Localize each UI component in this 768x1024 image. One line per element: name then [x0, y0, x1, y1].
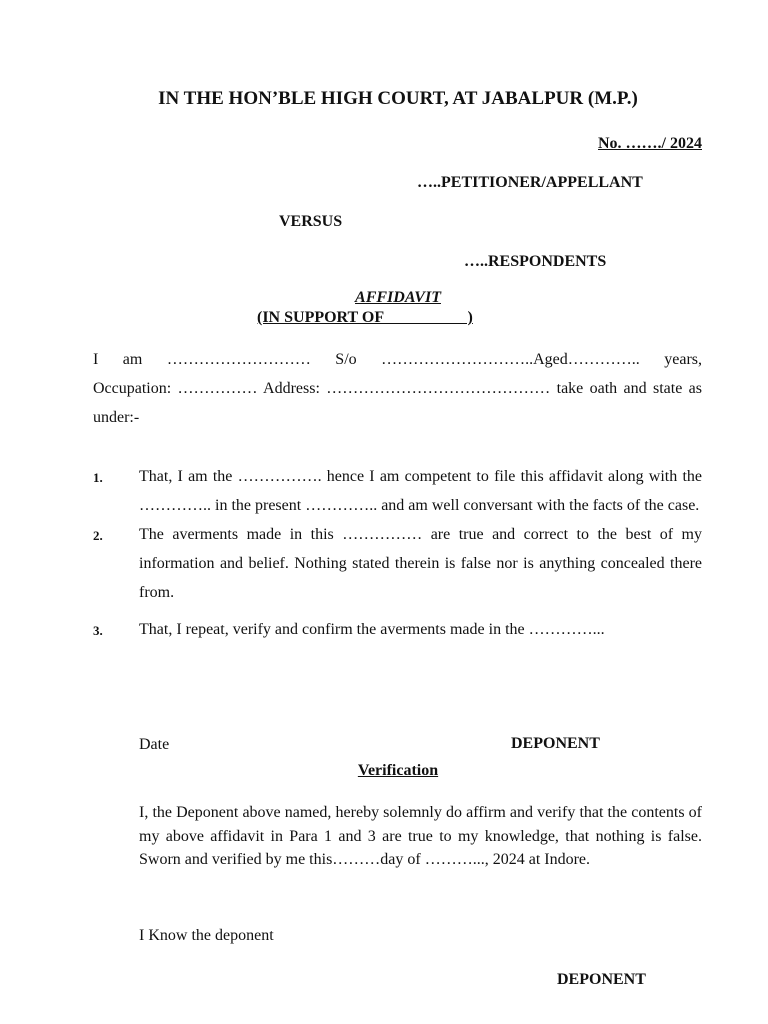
date-label: Date	[139, 736, 170, 753]
verification-title: Verification	[357, 762, 439, 779]
verification-deponent-label: DEPONENT	[557, 971, 646, 988]
verification-text: I, the Deponent above named, hereby solemnly do affirm and verify that the contents of my above affidavit in Para 1 and 3 are true to my knowledge, that nothing is false. Sworn and verified by me this………day of ………..., 2024 at Indore.	[139, 804, 702, 868]
list-item	[93, 462, 702, 520]
item-number: 3.	[93, 623, 103, 638]
list-item	[93, 615, 702, 645]
item-text: That, I repeat, verify and confirm the averments made in the …………...	[139, 621, 605, 638]
deponent-label: DEPONENT	[511, 735, 600, 752]
intro-paragraph	[93, 345, 702, 432]
item-text: The averments made in this …………… are true and correct to the best of my information and belief. Nothing stated therein is false nor is anything concealed there from.	[139, 526, 702, 601]
respondents-label: …..RESPONDENTS	[464, 253, 607, 270]
petitioner-label: …..PETITIONER/APPELLANT	[417, 174, 643, 191]
list-item	[93, 520, 702, 607]
item-number: 2.	[93, 528, 103, 543]
item-text: That, I am the ……………. hence I am competent to file this affidavit along with the ………….. in the present ………….. and am well conversant with the facts of the case.	[139, 468, 702, 514]
affidavit-subtitle: (IN SUPPORT OF )	[257, 309, 473, 326]
court-title: IN THE HON’BLE HIGH COURT, AT JABALPUR (M.P.)	[158, 88, 638, 109]
intro-line-2: Occupation: …………… Address: …………………………………… take oath and state as under:-	[93, 380, 702, 426]
affidavit-title: AFFIDAVIT	[355, 289, 441, 306]
case-number: No. ……./ 2024	[598, 135, 702, 152]
intro-line-1: I am ……………………… S/o ………………………..Aged………….. years,	[93, 351, 702, 368]
versus-label: VERSUS	[279, 213, 343, 230]
item-number: 1.	[93, 470, 103, 485]
numbered-paragraphs	[93, 462, 702, 645]
know-deponent-label: I Know the deponent	[139, 927, 274, 944]
